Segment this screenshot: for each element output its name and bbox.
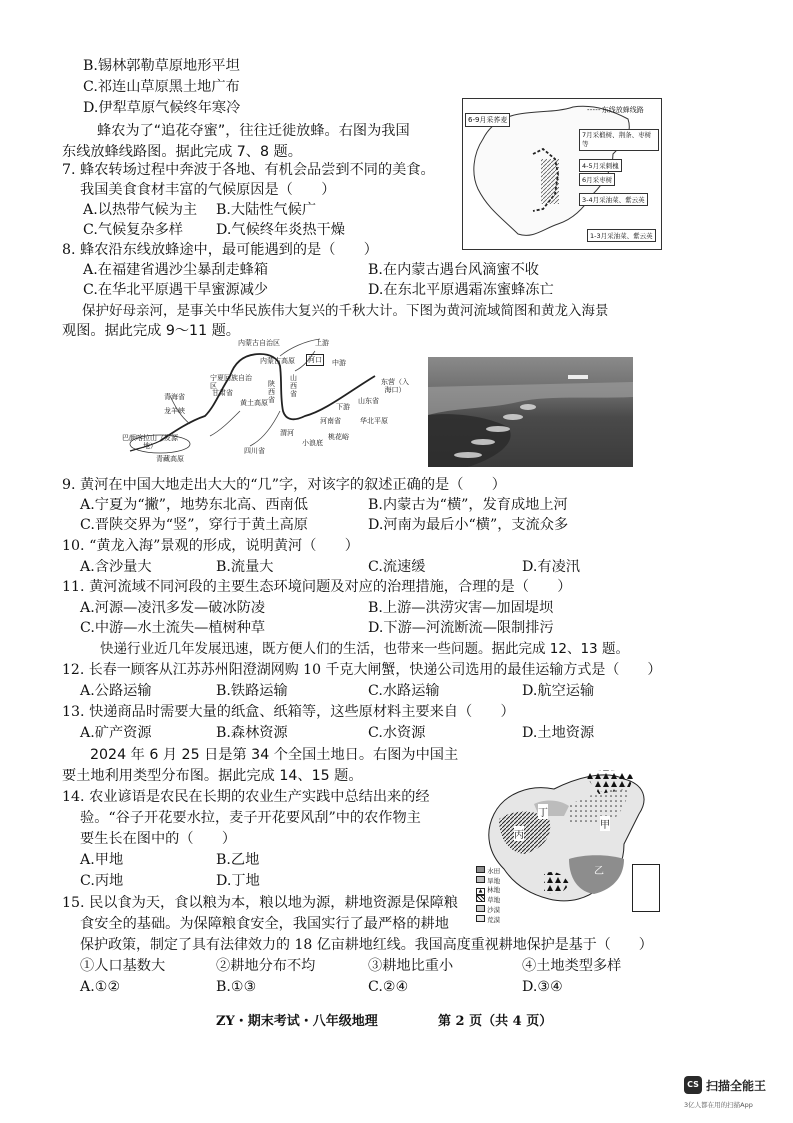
question-14: 14. 农业谚语是农民在长期的农业生产实践中总结出来的经: [62, 789, 430, 805]
legend-handi-label: 旱地: [487, 877, 501, 885]
q12-option-a: A.公路运输: [80, 683, 152, 699]
intro-14-15-line1: 2024 年 6 月 25 日是第 34 个全国土地日。右图为中国主: [90, 747, 459, 763]
bee-box-4: 6月采枣树: [579, 173, 615, 186]
q15-statement-1: ①人口基数大: [80, 958, 166, 974]
q13-option-a: A.矿产资源: [80, 725, 152, 741]
label-shaanxi: 陕西省: [268, 380, 275, 404]
legend-huangmo-label: 荒漠: [487, 916, 501, 924]
question-15-cont2: 保护政策，制定了具有法律效力的 18 亿亩耕地红线。我国高度重视耕地保护是基于（ ）: [80, 937, 653, 953]
yellow-river-map: [120, 336, 420, 468]
footer-exam-title: ZY・期末考试・八年级地理: [216, 1014, 378, 1029]
label-hekou: 河口: [308, 356, 322, 364]
q15-option-d: D.③④: [522, 979, 563, 995]
land-label-bing: 丙: [514, 826, 524, 841]
q15-option-c: C.②④: [368, 979, 409, 995]
q8-option-a: A.在福建省遇沙尘暴刮走蜂箱: [83, 262, 269, 278]
q13-option-c: C.水资源: [368, 725, 426, 741]
label-shanxi: 山西省: [290, 374, 297, 398]
legend-shamo-label: 沙漠: [487, 906, 501, 914]
bee-box-2: 7月采椴树、荆条、枣树等: [579, 129, 659, 151]
label-shandong: 山东省: [358, 397, 379, 405]
bee-box-3: 4-5月采刺槐: [579, 159, 622, 172]
q7-option-a: A.以热带气候为主: [83, 202, 198, 218]
question-13: 13. 快递商品时需要大量的纸盒、纸箱等，这些原材料主要来自（ ）: [62, 704, 515, 720]
q7-option-d: D.气候终年炎热干燥: [216, 222, 345, 238]
q13-option-b: B.森林资源: [216, 725, 288, 741]
q11-option-b: B.上游—洪涝灾害—加固堤坝: [368, 600, 554, 616]
q8-option-d: D.在东北平原遇霜冻蜜蜂冻亡: [368, 282, 554, 298]
legend-caodi-label: 草地: [487, 896, 501, 904]
q9-option-c: C.晋陕交界为“竖”，穿行于黄土高原: [80, 517, 308, 533]
label-xiayou: 下游: [336, 403, 350, 411]
label-xiaolangdi: 小浪底: [302, 439, 323, 447]
question-11: 11. 黄河流域不同河段的主要生态环境问题及对应的治理措施，合理的是（ ）: [62, 579, 572, 595]
legend-lindi: ▲ 林地: [476, 886, 504, 895]
land-label-jia: 甲: [600, 816, 610, 831]
q7-option-c: C.气候复杂多样: [83, 222, 183, 238]
q6-option-c: C.祁连山草原黑土地广布: [83, 79, 240, 95]
q11-option-c: C.中游—水土流失—植树种草: [80, 620, 266, 636]
q14-option-b: B.乙地: [216, 852, 260, 868]
label-bayankala: 巴颜喀拉山（发源地）: [122, 434, 178, 450]
question-14-cont2: 要生长在图中的（ ）: [80, 831, 237, 847]
legend-lindi-label: 林地: [487, 886, 501, 894]
bee-legend: - - - - - 东线放蜂线路: [587, 106, 644, 114]
question-8: 8. 蜂农沿东线放蜂途中，最可能遇到的是（ ）: [62, 242, 378, 258]
south-china-sea-inset: [632, 864, 660, 912]
q13-option-d: D.土地资源: [522, 725, 595, 741]
q7-option-b: B.大陆性气候广: [216, 202, 317, 218]
bee-legend-label: 东线放蜂线路: [601, 106, 644, 114]
land-label-yi: 乙: [594, 866, 604, 877]
bee-box-6: 1-3月采油菜、紫云英: [587, 229, 656, 242]
q14-option-c: C.丙地: [80, 873, 124, 889]
legend-shuitian: [476, 866, 504, 876]
label-sichuan: 四川省: [244, 447, 265, 455]
yellow-dragon-sea-photo: [428, 357, 633, 467]
label-huabei-pingyuan: 华北平原: [360, 417, 388, 425]
footer-page-number: 第 2 页（共 4 页）: [438, 1014, 553, 1029]
label-weihe: 渭河: [280, 429, 294, 437]
question-12: 12. 长春一顾客从江苏苏州阳澄湖网购 10 千克大闸蟹，快递公司选用的最佳运输方式是（ ）: [62, 662, 662, 678]
intro-7-8-line2: 东线放蜂线路图。据此完成 7、8 题。: [62, 144, 302, 160]
q14-option-a: A.甲地: [80, 852, 124, 868]
q10-option-c: C.流速缓: [368, 559, 426, 575]
watermark-subtitle: 3亿人都在用的扫描App: [684, 1101, 753, 1109]
watermark-title: 扫描全能王: [706, 1079, 767, 1093]
intro-9-11-line1: 保护好母亲河，是事关中华民族伟大复兴的千秋大计。下图为黄河流域简图和黄龙入海景: [82, 303, 609, 319]
label-gansu: 甘肃省: [212, 389, 233, 397]
question-10: 10. “黄龙入海”景观的形成，说明黄河（ ）: [62, 538, 359, 554]
question-14-cont1: 验。“谷子开花要水拉，麦子开花要风刮”中的农作物主: [80, 810, 421, 826]
q10-option-b: B.流量大: [216, 559, 274, 575]
q10-option-a: A.含沙量大: [80, 559, 152, 575]
land-legend: [476, 866, 504, 925]
q9-option-b: B.内蒙古为“横”，发育成地上河: [368, 497, 568, 513]
q9-option-a: A.宁夏为“撇”，地势东北高、西南低: [80, 497, 308, 513]
intro-14-15-line2: 要土地利用类型分布图。据此完成 14、15 题。: [62, 768, 363, 784]
q12-option-c: C.水路运输: [368, 683, 440, 699]
q12-option-b: B.铁路运输: [216, 683, 288, 699]
q15-statement-3: ③耕地比重小: [368, 958, 454, 974]
legend-shuitian-label: 水田: [487, 867, 501, 875]
q6-option-d: D.伊犁草原气候终年寒冷: [83, 100, 241, 116]
question-9: 9. 黄河在中国大地走出大大的“几”字，对该字的叙述正确的是（ ）: [62, 477, 506, 493]
label-qinghai: 青海省: [164, 393, 185, 401]
q15-option-b: B.①③: [216, 979, 257, 995]
label-dongying: 东营（入海口）: [381, 378, 409, 394]
question-15: 15. 民以食为天，食以粮为本，粮以地为源，耕地资源是保障粮: [62, 895, 458, 911]
q11-option-d: D.下游—河流断流—限制排污: [368, 620, 554, 636]
bee-box-5: 3-4月采油菜、紫云英: [579, 193, 648, 206]
legend-huangmo: [476, 915, 504, 925]
question-15-cont1: 食安全的基础。为保障粮食安全，我国实行了最严格的耕地: [80, 916, 449, 932]
bee-box-1: 6-9月采荞麦: [465, 113, 510, 127]
q6-option-b: B.锡林郭勒草原地形平坦: [83, 58, 240, 74]
land-label-ding: 丁: [538, 804, 548, 819]
label-longyangxia: 龙羊峡: [164, 407, 185, 415]
intro-9-11-line2: 观图。据此完成 9～11 题。: [62, 323, 240, 339]
question-7-cont: 我国美食食材丰富的气候原因是（ ）: [80, 182, 336, 198]
label-henan: 河南省: [320, 417, 341, 425]
q10-option-d: D.有凌汛: [522, 559, 580, 575]
label-zhongyou: 中游: [332, 359, 346, 367]
camscanner-logo-icon: CS: [684, 1076, 702, 1094]
bee-route-map: [462, 98, 662, 250]
q15-option-a: A.①②: [80, 979, 121, 995]
label-huangtu-gaoyuan: 黄土高原: [240, 399, 268, 407]
q12-option-d: D.航空运输: [522, 683, 595, 699]
q15-statement-4: ④土地类型多样: [522, 958, 622, 974]
legend-handi: [476, 876, 504, 886]
label-neimenggu: 内蒙古自治区: [238, 339, 280, 347]
label-taohuayu: 桃花峪: [328, 433, 349, 441]
intro-12-13: 快递行业近几年发展迅速，既方便人们的生活，也带来一些问题。据此完成 12、13 题。: [100, 641, 629, 657]
intro-7-8-line1: 蜂农为了“追花夺蜜”，往往迁徙放蜂。右图为我国: [97, 123, 410, 139]
label-neimenggu-gaoyuan: 内蒙古高原: [260, 357, 295, 365]
scanner-watermark: [684, 1076, 788, 1116]
q8-option-b: B.在内蒙古遇台风滴蜜不收: [368, 262, 539, 278]
land-use-map: [474, 764, 662, 924]
question-7: 7. 蜂农转场过程中奔波于各地、有机会品尝到不同的美食。: [62, 162, 435, 178]
q15-statement-2: ②耕地分布不均: [216, 958, 316, 974]
label-ningxia: 宁夏回族自治区: [210, 374, 252, 390]
legend-caodi: [476, 895, 504, 905]
legend-shamo: [476, 905, 504, 915]
label-shangyou: 上游: [315, 339, 329, 347]
q9-option-d: D.河南为最后小“横”，支流众多: [368, 517, 569, 533]
q8-option-c: C.在华北平原遇干旱蜜源减少: [83, 282, 269, 298]
q11-option-a: A.河源—凌汛多发—破冰防凌: [80, 600, 266, 616]
label-qingzang-gaoyuan: 青藏高原: [156, 455, 184, 463]
q14-option-d: D.丁地: [216, 873, 260, 889]
